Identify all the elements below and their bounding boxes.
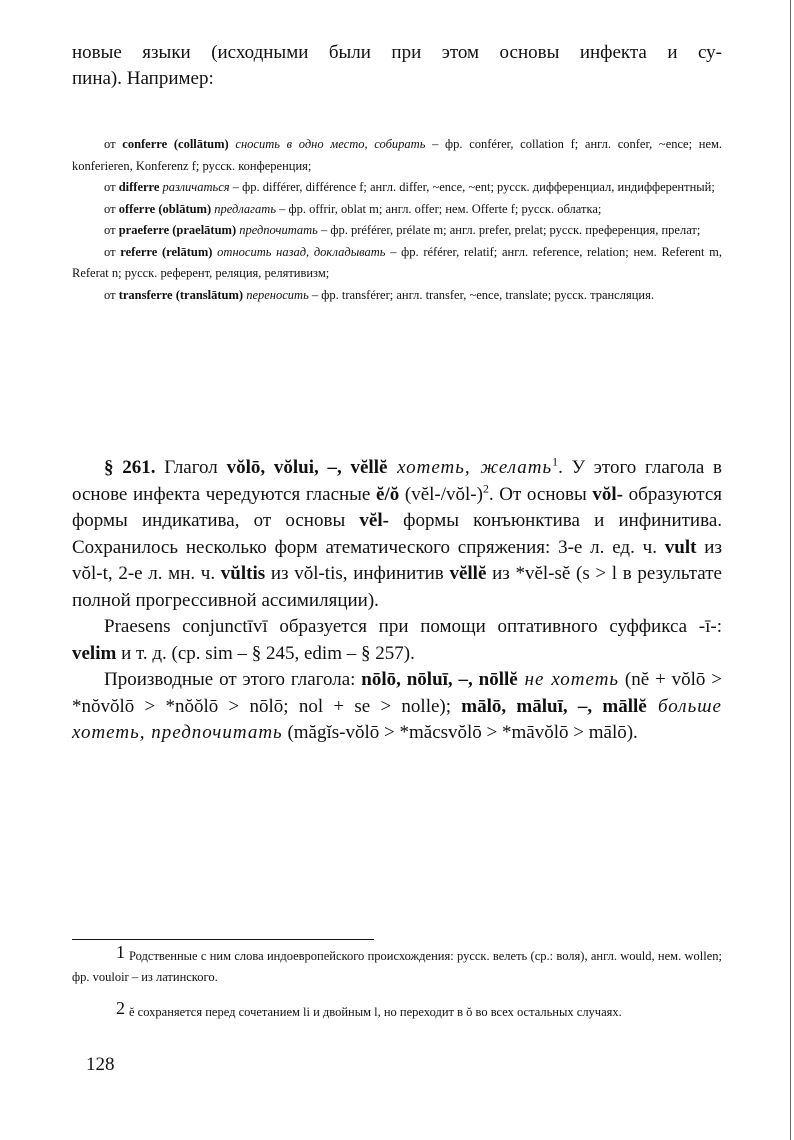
text-run: и т. д. (ср. sim – § 245, edim – § 257).	[116, 642, 415, 664]
footnotes	[72, 942, 722, 1033]
text-run: (măgĭs-vŏlō > *măcsvŏlō > *māvŏlō > mālō).	[282, 722, 638, 743]
example-supine: (collātum)	[173, 137, 229, 151]
example-supine: (translātum)	[175, 287, 244, 302]
example-verb: transferre	[118, 287, 173, 302]
page-edge-line	[790, 0, 791, 1140]
example-prefix: от	[104, 244, 116, 259]
footnote-number: 2	[116, 998, 125, 1018]
example-prefix: от	[104, 137, 116, 151]
section-paragraph-2	[72, 614, 722, 667]
example-gloss: различаться	[162, 180, 230, 194]
forms-nolo: nōlō, nōluī, –, nōllĕ	[361, 669, 518, 690]
text-run: . У этого глагола в основе инфекта чередуются гласные	[72, 457, 723, 505]
form-vultis: vŭltis	[220, 563, 266, 584]
footnote-separator	[72, 939, 374, 940]
text-run: Praesens conjunctīvī образуется при помощи оптативного суффикса -ī-:	[104, 616, 722, 637]
example-gloss: предпочитать	[239, 223, 318, 237]
example-entry	[72, 199, 722, 221]
section-261	[72, 455, 722, 747]
example-derivatives: – фр. offrir, oblat m; англ. offer; нем. Offerte f; русск. облатка;	[276, 201, 602, 216]
section-paragraph-3	[72, 667, 722, 747]
text-run: Производные от этого глагола:	[104, 669, 362, 690]
vowel-alternation: ĕ/ŏ	[376, 483, 400, 505]
footnote-text: ĕ сохраняется перед сочетанием li и двойным l, но переходит в ŏ во всех остальных случаях.	[129, 1005, 622, 1019]
gloss-malo: больше хотеть, предпочитать	[72, 695, 722, 743]
text-run: (nĕ + vŏlō > *nŏvŏlō > *nŏŏlō > nōlō; nol + se > nolle);	[72, 669, 722, 717]
example-gloss: относить назад, докладывать	[217, 244, 386, 259]
form-velim: velim	[72, 642, 117, 664]
example-entry	[72, 134, 722, 177]
footnote-number: 1	[116, 942, 125, 962]
example-derivatives: – фр. conférer, collation f; англ. confer, ~ence; нем. konferieren, Konferenz f; русск. конференция;	[72, 137, 723, 173]
text-run: из vŏl-tis, инфинитив	[265, 563, 450, 584]
footnote-1	[72, 942, 722, 988]
example-prefix: от	[104, 201, 116, 216]
stem-vol: vŏl-	[592, 483, 623, 505]
section-paragraph-1	[72, 455, 722, 614]
example-supine: (oblātum)	[158, 201, 212, 216]
form-vult: vult	[664, 536, 697, 558]
page-number: 128	[86, 1054, 115, 1075]
stem-vel: vĕl-	[359, 510, 389, 531]
text-run: Глагол	[155, 457, 227, 478]
example-prefix: от	[104, 287, 116, 302]
text-run: . От основы	[488, 483, 593, 505]
footnote-ref-2[interactable]: 2	[482, 482, 489, 496]
example-entry	[72, 220, 722, 242]
example-verb: referre	[120, 244, 158, 259]
latin-forms: vŏlō, vŏlui, –, vĕllĕ	[226, 457, 388, 478]
forms-malo: mālō, māluī, –, māllĕ	[461, 695, 647, 717]
gloss-nolo: не хотеть	[517, 669, 620, 690]
footnote-text: Родственные с ним слова индоевропейского происхождения: русск. велеть (ср.: воля), англ. would, нем. wollen; фр. vouloir – из латинского.	[72, 949, 722, 984]
intro-paragraph	[72, 40, 722, 92]
example-verb: differre	[118, 180, 160, 194]
intro-line-2: пина). Например:	[72, 68, 214, 89]
example-verb: offerre	[118, 201, 156, 216]
example-entry	[72, 242, 722, 285]
text-run: из vŏl-t, 2-е л. мн. ч.	[72, 536, 722, 584]
text-run: (vĕl-/vŏl-)	[399, 483, 483, 505]
example-entry	[72, 285, 722, 307]
example-gloss: сносить в одно место, собирать	[235, 137, 426, 151]
example-derivatives: – фр. référer, relatif; англ. reference, relation; нем. Referent m, Referat n; русск. референт, реляция, релятивизм;	[72, 244, 723, 280]
example-prefix: от	[104, 223, 116, 237]
examples-list	[72, 134, 722, 306]
text-run: формы конъюнктива и инфинитива. Сохранилось несколько форм атематического спряжения: 3-е л. ед. ч.	[72, 510, 723, 558]
text-run: из *vĕl-sĕ (s > l в результате полной прогрессивной ассимиляции).	[72, 563, 722, 611]
text-run: образуются формы индикатива, от основы	[72, 483, 723, 531]
example-derivatives: – фр. préférer, prélate m; англ. prefer, prelat; русск. преференция, прелат;	[317, 223, 701, 237]
section-number: § 261.	[104, 457, 156, 478]
example-verb: praeferre	[118, 223, 170, 237]
example-gloss: переносить	[246, 287, 309, 302]
intro-line-1: новые языки (исходными были при этом основы инфекта и су-	[72, 42, 722, 63]
form-velle: vĕllĕ	[449, 563, 487, 584]
example-derivatives: – фр. transférer; англ. transfer, ~ence, translate; русск. трансляция.	[308, 287, 654, 302]
example-prefix: от	[104, 180, 116, 194]
example-supine: (praelātum)	[172, 223, 237, 237]
footnote-ref-1[interactable]: 1	[552, 455, 559, 469]
example-derivatives: – фр. différer, différence f; англ. differ, ~ence, ~ent; русск. дифференциал, индифферентный;	[229, 180, 715, 194]
verb-gloss: хотеть, желать	[387, 457, 553, 478]
example-entry	[72, 177, 722, 199]
example-verb: conferre	[122, 137, 168, 151]
footnote-2	[72, 998, 722, 1023]
example-gloss: предлагать	[214, 201, 277, 216]
example-supine: (relātum)	[162, 244, 213, 259]
